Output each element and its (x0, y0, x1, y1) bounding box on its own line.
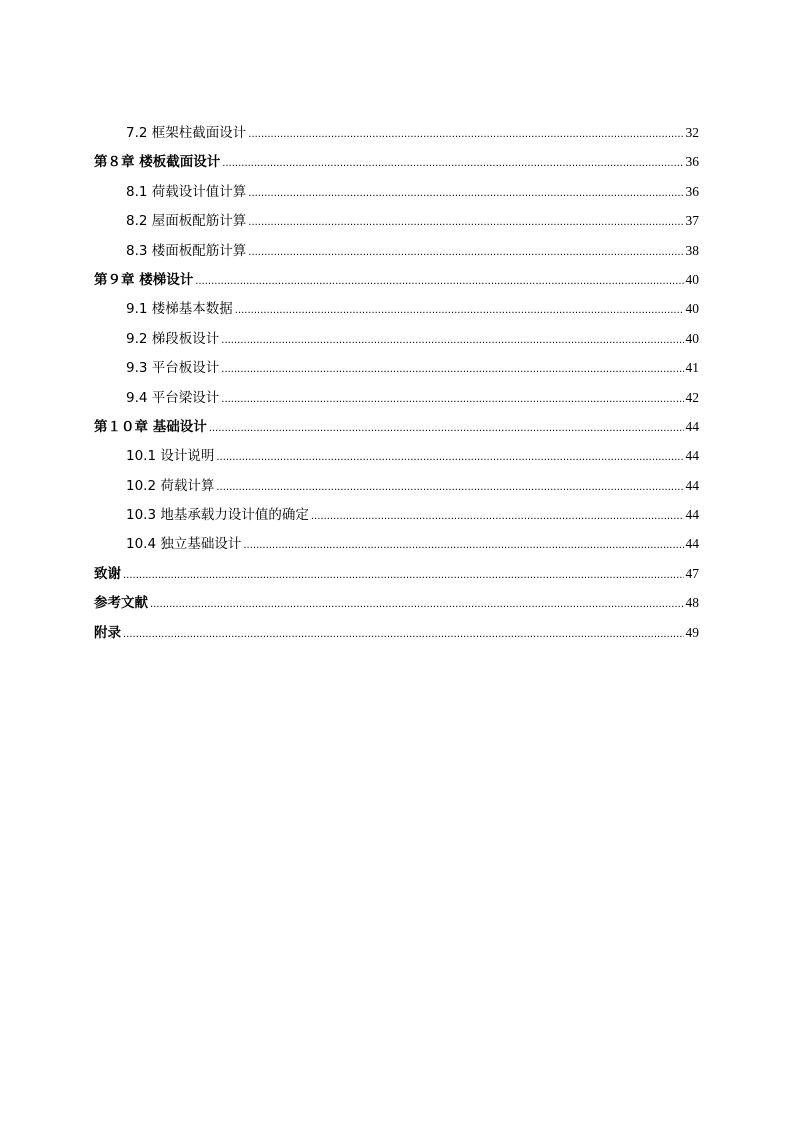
toc-chapter-label: 第９章 楼梯设计 (94, 271, 194, 288)
toc-entry-label: 10.3 地基承载力设计值的确定 (126, 507, 309, 524)
toc-leader-dots (216, 443, 683, 472)
toc-chapter[interactable] (94, 559, 699, 588)
toc-entry-label: 8.2 屋面板配筋计算 (126, 213, 247, 230)
toc-entry-label: 8.3 楼面板配筋计算 (126, 242, 247, 259)
toc-chapter[interactable] (94, 412, 699, 441)
toc-chapter[interactable] (94, 618, 699, 647)
toc-entry-page: 42 (685, 389, 699, 405)
toc-leader-dots (248, 179, 683, 208)
table-of-contents (94, 118, 699, 647)
toc-entry-page: 44 (685, 448, 699, 464)
toc-entry-label: 9.1 楼梯基本数据 (126, 301, 233, 318)
toc-entry[interactable] (94, 383, 699, 412)
toc-entry-label: 10.4 独立基础设计 (126, 536, 242, 553)
toc-chapter-label: 附录 (94, 624, 121, 641)
toc-leader-dots (221, 385, 683, 414)
toc-entry[interactable] (94, 118, 699, 147)
toc-entry-label: 9.3 平台板设计 (126, 360, 220, 377)
toc-leader-dots (235, 296, 684, 325)
toc-leader-dots (248, 208, 683, 237)
toc-chapter-page: 47 (685, 565, 699, 581)
toc-entry-page: 44 (685, 507, 699, 523)
toc-entry-page: 40 (685, 330, 699, 346)
toc-entry[interactable] (94, 206, 699, 235)
toc-entry-page: 36 (685, 183, 699, 199)
toc-entry-page: 44 (685, 477, 699, 493)
toc-chapter[interactable] (94, 588, 699, 617)
toc-leader-dots (195, 267, 683, 296)
toc-chapter-page: 36 (685, 154, 699, 170)
toc-entry-label: 9.4 平台梁设计 (126, 389, 220, 406)
toc-entry[interactable] (94, 353, 699, 382)
toc-leader-dots (248, 238, 683, 267)
toc-chapter-page: 48 (685, 595, 699, 611)
toc-leader-dots (311, 502, 684, 531)
toc-chapter-page: 40 (685, 271, 699, 287)
toc-entry[interactable] (94, 471, 699, 500)
toc-leader-dots (243, 531, 683, 560)
toc-entry-label: 8.1 荷载设计值计算 (126, 183, 247, 200)
toc-entry-page: 41 (685, 360, 699, 376)
toc-leader-dots (221, 326, 683, 355)
toc-leader-dots (222, 149, 683, 178)
toc-entry-page: 37 (685, 213, 699, 229)
toc-entry-label: 10.2 荷载计算 (126, 477, 215, 494)
toc-entry[interactable] (94, 500, 699, 529)
toc-entry[interactable] (94, 236, 699, 265)
toc-entry[interactable] (94, 324, 699, 353)
toc-entry-label: 7.2 框架柱截面设计 (126, 125, 247, 141)
toc-entry[interactable] (94, 177, 699, 206)
toc-entry-page: 44 (685, 536, 699, 552)
toc-leader-dots (248, 120, 683, 149)
toc-leader-dots (150, 590, 684, 619)
toc-leader-dots (221, 355, 683, 384)
toc-entry-page: 32 (685, 125, 699, 140)
toc-entry-label: 9.2 梯段板设计 (126, 330, 220, 347)
toc-entry[interactable] (94, 294, 699, 323)
toc-chapter-page: 49 (685, 624, 699, 640)
toc-entry-page: 40 (685, 301, 699, 317)
toc-entry[interactable] (94, 441, 699, 470)
toc-chapter-page: 44 (685, 418, 699, 434)
toc-chapter-label: 参考文献 (94, 595, 148, 612)
toc-entry-page: 38 (685, 242, 699, 258)
toc-leader-dots (216, 473, 683, 502)
toc-chapter[interactable] (94, 265, 699, 294)
toc-entry[interactable] (94, 529, 699, 558)
toc-chapter[interactable] (94, 147, 699, 176)
toc-chapter-label: 第１０章 基础设计 (94, 418, 207, 435)
toc-leader-dots (123, 561, 684, 590)
toc-leader-dots (209, 414, 684, 443)
toc-chapter-label: 致谢 (94, 565, 121, 582)
toc-chapter-label: 第８章 楼板截面设计 (94, 154, 221, 171)
toc-entry-label: 10.1 设计说明 (126, 448, 215, 465)
toc-leader-dots (123, 620, 684, 649)
